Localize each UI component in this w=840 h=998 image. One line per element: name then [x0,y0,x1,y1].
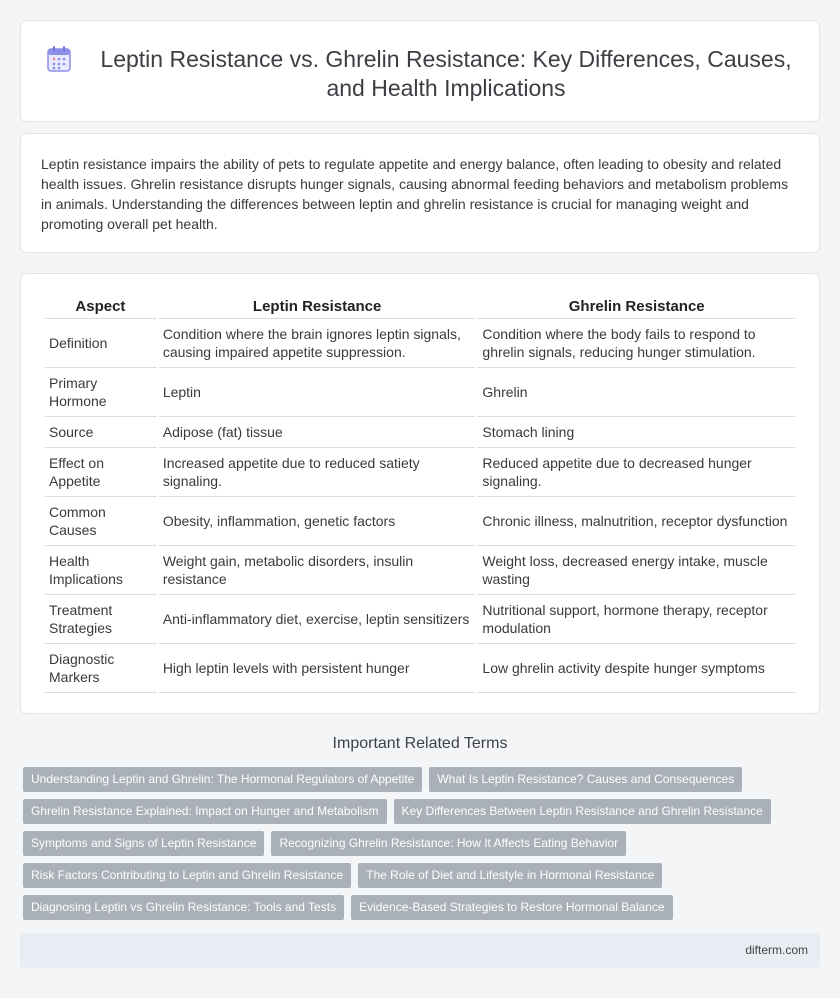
table-row [45,595,795,644]
table-cell-aspect: Effect on Appetite [45,448,156,497]
column-header-aspect: Aspect [45,295,156,319]
table-cell-aspect: Common Causes [45,497,156,546]
related-term-tag[interactable]: Understanding Leptin and Ghrelin: The Hormonal Regulators of Appetite [23,767,422,792]
table-cell-aspect: Diagnostic Markers [45,644,156,693]
table-cell-aspect: Source [45,417,156,448]
related-term-tag[interactable]: Risk Factors Contributing to Leptin and Ghrelin Resistance [23,863,351,888]
table-cell-leptin: Weight gain, metabolic disorders, insulin resistance [159,546,476,595]
table-cell-ghrelin: Weight loss, decreased energy intake, muscle wasting [478,546,795,595]
related-term-tag[interactable]: Evidence-Based Strategies to Restore Hormonal Balance [351,895,673,920]
page-title: Leptin Resistance vs. Ghrelin Resistance: Key Differences, Causes, and Health Implications [100,46,792,101]
column-header-leptin: Leptin Resistance [159,295,476,319]
related-terms-heading: Important Related Terms [332,735,508,752]
table-cell-aspect: Health Implications [45,546,156,595]
table-cell-leptin: Increased appetite due to reduced satiety signaling. [159,448,476,497]
comparison-table-card [20,273,820,714]
table-header-row [45,295,795,319]
table-cell-ghrelin: Reduced appetite due to decreased hunger signaling. [478,448,795,497]
related-term-tag[interactable]: Recognizing Ghrelin Resistance: How It Affects Eating Behavior [271,831,626,856]
related-term-tag[interactable]: Diagnosing Leptin vs Ghrelin Resistance: Tools and Tests [23,895,344,920]
related-term-tag[interactable]: The Role of Diet and Lifestyle in Hormonal Resistance [358,863,662,888]
table-cell-ghrelin: Condition where the body fails to respond to ghrelin signals, reducing hunger stimulation. [478,319,795,368]
table-row [45,497,795,546]
header-card [20,20,820,122]
table-cell-aspect: Primary Hormone [45,368,156,417]
related-term-tag[interactable]: What Is Leptin Resistance? Causes and Consequences [429,767,742,792]
table-row [45,644,795,693]
table-cell-leptin: Adipose (fat) tissue [159,417,476,448]
related-term-tag[interactable]: Ghrelin Resistance Explained: Impact on Hunger and Metabolism [23,799,387,824]
table-cell-ghrelin: Low ghrelin activity despite hunger symptoms [478,644,795,693]
calendar-icon [47,46,71,72]
related-terms-list [23,767,823,927]
column-header-ghrelin: Ghrelin Resistance [478,295,795,319]
table-cell-leptin: Leptin [159,368,476,417]
table-row [45,448,795,497]
table-cell-leptin: Anti-inflammatory diet, exercise, leptin sensitizers [159,595,476,644]
table-row [45,417,795,448]
table-cell-ghrelin: Stomach lining [478,417,795,448]
footer-bar [20,934,820,968]
footer-site-link[interactable]: difterm.com [745,943,808,957]
table-cell-leptin: High leptin levels with persistent hunger [159,644,476,693]
table-cell-ghrelin: Nutritional support, hormone therapy, receptor modulation [478,595,795,644]
intro-card [20,133,820,253]
table-row [45,319,795,368]
intro-paragraph: Leptin resistance impairs the ability of pets to regulate appetite and energy balance, often leading to obesity and related health issues. Ghrelin resistance disrupts hunger signals, causing abnormal feeding behaviors and metabolism problems in animals. Understanding the differences between leptin and ghrelin resistance is crucial for managing weight and promoting overall pet health. [41,156,789,232]
table-row [45,368,795,417]
table-cell-ghrelin: Ghrelin [478,368,795,417]
table-cell-leptin: Condition where the brain ignores leptin signals, causing impaired appetite suppression. [159,319,476,368]
table-cell-aspect: Definition [45,319,156,368]
related-term-tag[interactable]: Key Differences Between Leptin Resistance and Ghrelin Resistance [394,799,771,824]
table-cell-aspect: Treatment Strategies [45,595,156,644]
table-cell-leptin: Obesity, inflammation, genetic factors [159,497,476,546]
comparison-table [42,295,798,693]
table-cell-ghrelin: Chronic illness, malnutrition, receptor dysfunction [478,497,795,546]
table-row [45,546,795,595]
related-term-tag[interactable]: Symptoms and Signs of Leptin Resistance [23,831,264,856]
